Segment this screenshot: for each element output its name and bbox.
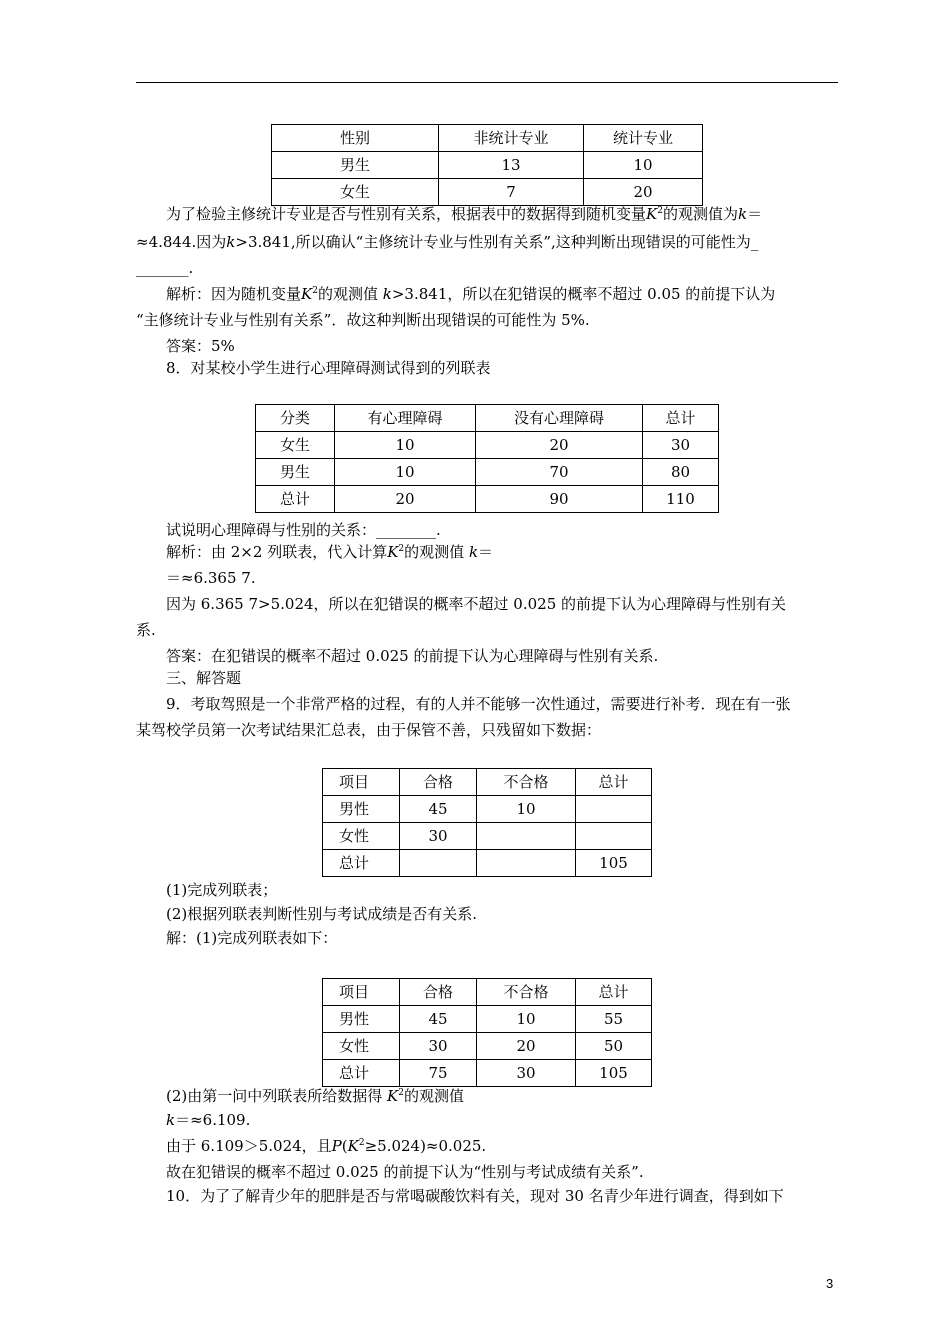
solution-line: ＝≈6.365 7. xyxy=(166,569,256,587)
table-cell: 50 xyxy=(576,1033,652,1060)
table-row xyxy=(323,823,652,850)
table-header-cell: 没有心理障碍 xyxy=(476,405,643,432)
table-header-cell: 分类 xyxy=(256,405,335,432)
table-cell: 10 xyxy=(584,152,703,179)
table-cell: 45 xyxy=(400,1006,477,1033)
question-prompt: 试说明心理障碍与性别的关系：________. xyxy=(166,521,441,539)
table-header-cell: 项目 xyxy=(323,979,400,1006)
table-cell: 女性 xyxy=(323,823,400,850)
header-rule xyxy=(136,82,838,83)
table-cell: 30 xyxy=(643,432,719,459)
table-cell: 10 xyxy=(477,796,576,823)
table-row xyxy=(323,850,652,877)
table-header-cell: 合格 xyxy=(400,769,477,796)
table-cell: 总计 xyxy=(323,850,400,877)
table-header-cell: 不合格 xyxy=(477,769,576,796)
table-cell: 75 xyxy=(400,1060,477,1087)
table-cell: 7 xyxy=(439,179,584,206)
table-cell: 女生 xyxy=(256,432,335,459)
table-cell: 80 xyxy=(643,459,719,486)
table-cell xyxy=(576,796,652,823)
table-header-cell: 非统计专业 xyxy=(439,125,584,152)
table-cell: 20 xyxy=(477,1033,576,1060)
table-cell: 男生 xyxy=(256,459,335,486)
table-header-cell: 总计 xyxy=(576,979,652,1006)
section-heading: 三、解答题 xyxy=(166,669,242,687)
table-cell: 110 xyxy=(643,486,719,513)
table-cell: 20 xyxy=(476,432,643,459)
table-cell xyxy=(576,823,652,850)
table-row xyxy=(323,1033,652,1060)
solution-line: 解析：由 2×2 列联表，代入计算$K^2$的观测值 k＝ xyxy=(166,543,494,561)
table-cell: 13 xyxy=(439,152,584,179)
table-cell: 105 xyxy=(576,850,652,877)
table-row xyxy=(323,1060,652,1087)
table-exam-partial xyxy=(322,768,652,877)
page-number: 3 xyxy=(826,1276,834,1291)
solution-line: 解：(1)完成列联表如下： xyxy=(166,929,338,947)
table-cell: 105 xyxy=(576,1060,652,1087)
answer-line: 答案：在犯错误的概率不超过 0.025 的前提下认为心理障碍与性别有关系. xyxy=(166,647,659,665)
table-cell: 男生 xyxy=(272,152,439,179)
table-cell: 10 xyxy=(335,432,476,459)
solution-line: k＝≈6.109. xyxy=(166,1111,251,1129)
solution-line: 故在犯错误的概率不超过 0.025 的前提下认为“性别与考试成绩有关系”. xyxy=(166,1163,644,1181)
solution-line: 解析：因为随机变量$K^2$的观测值 k>3.841，所以在犯错误的概率不超过 0.05 的前提下认为 xyxy=(166,285,776,303)
question-part: (2)根据列联表判断性别与考试成绩是否有关系. xyxy=(166,905,478,923)
table-header-cell: 统计专业 xyxy=(584,125,703,152)
table-cell: 20 xyxy=(335,486,476,513)
table-gender-major xyxy=(271,124,703,206)
question-line: 10．为了了解青少年的肥胖是否与常喝碳酸饮料有关，现对 30 名青少年进行调查，得到如下 xyxy=(166,1187,784,1205)
table-row xyxy=(256,486,719,513)
solution-line: (2)由第一问中列联表所给数据得 $K^2$的观测值 xyxy=(166,1087,464,1105)
table-row xyxy=(256,432,719,459)
table-cell: 30 xyxy=(477,1060,576,1087)
table-row xyxy=(323,979,652,1006)
table-cell: 总计 xyxy=(323,1060,400,1087)
table-row xyxy=(272,125,703,152)
solution-line: “主修统计专业与性别有关系”．故这种判断出现错误的可能性为 5%. xyxy=(136,311,590,329)
table-cell: 女生 xyxy=(272,179,439,206)
table-cell: 男性 xyxy=(323,796,400,823)
table-header-cell: 项目 xyxy=(323,769,400,796)
table-cell: 20 xyxy=(584,179,703,206)
table-cell: 10 xyxy=(477,1006,576,1033)
table-header-cell: 总计 xyxy=(576,769,652,796)
table-cell: 70 xyxy=(476,459,643,486)
table-cell xyxy=(477,823,576,850)
table-row xyxy=(272,152,703,179)
table-row xyxy=(256,405,719,432)
question-part: (1)完成列联表； xyxy=(166,881,278,899)
solution-line: 由于 6.109＞5.024，且$P(K^2\ge 5.024)\approx 0.025$. xyxy=(166,1137,487,1155)
table-header-cell: 合格 xyxy=(400,979,477,1006)
answer-line: 答案：5% xyxy=(166,337,235,355)
table-row xyxy=(323,1006,652,1033)
table-cell: 总计 xyxy=(256,486,335,513)
table-cell: 10 xyxy=(335,459,476,486)
table-cell xyxy=(477,850,576,877)
paragraph-line: _______. xyxy=(136,259,194,277)
table-cell: 30 xyxy=(400,1033,477,1060)
table-row xyxy=(323,796,652,823)
table-cell: 女性 xyxy=(323,1033,400,1060)
table-row xyxy=(323,769,652,796)
question-line: 9．考取驾照是一个非常严格的过程，有的人并不能够一次性通过，需要进行补考．现在有一张 xyxy=(166,695,791,713)
table-cell: 30 xyxy=(400,823,477,850)
table-row xyxy=(272,179,703,206)
table-cell: 男性 xyxy=(323,1006,400,1033)
table-psych-barrier xyxy=(255,404,719,513)
table-header-cell: 不合格 xyxy=(477,979,576,1006)
table-cell: 45 xyxy=(400,796,477,823)
table-exam-complete xyxy=(322,978,652,1087)
table-header-cell: 有心理障碍 xyxy=(335,405,476,432)
solution-line: 系. xyxy=(136,621,156,639)
table-cell: 55 xyxy=(576,1006,652,1033)
table-cell: 90 xyxy=(476,486,643,513)
table-header-cell: 总计 xyxy=(643,405,719,432)
question-title: 8．对某校小学生进行心理障碍测试得到的列联表 xyxy=(166,359,491,377)
table-header-cell: 性别 xyxy=(272,125,439,152)
question-line: 某驾校学员第一次考试结果汇总表，由于保管不善，只残留如下数据： xyxy=(136,721,602,739)
table-row xyxy=(256,459,719,486)
table-cell xyxy=(400,850,477,877)
paragraph-line: 为了检验主修统计专业是否与性别有关系，根据表中的数据得到随机变量$K^2$的观测值为k＝ xyxy=(166,205,763,223)
paragraph-line: ≈4.844.因为k>3.841,所以确认“主修统计专业与性别有关系”,这种判断出现错误的可能性为_ xyxy=(136,233,759,251)
solution-line: 因为 6.365 7>5.024，所以在犯错误的概率不超过 0.025 的前提下认为心理障碍与性别有关 xyxy=(166,595,787,613)
